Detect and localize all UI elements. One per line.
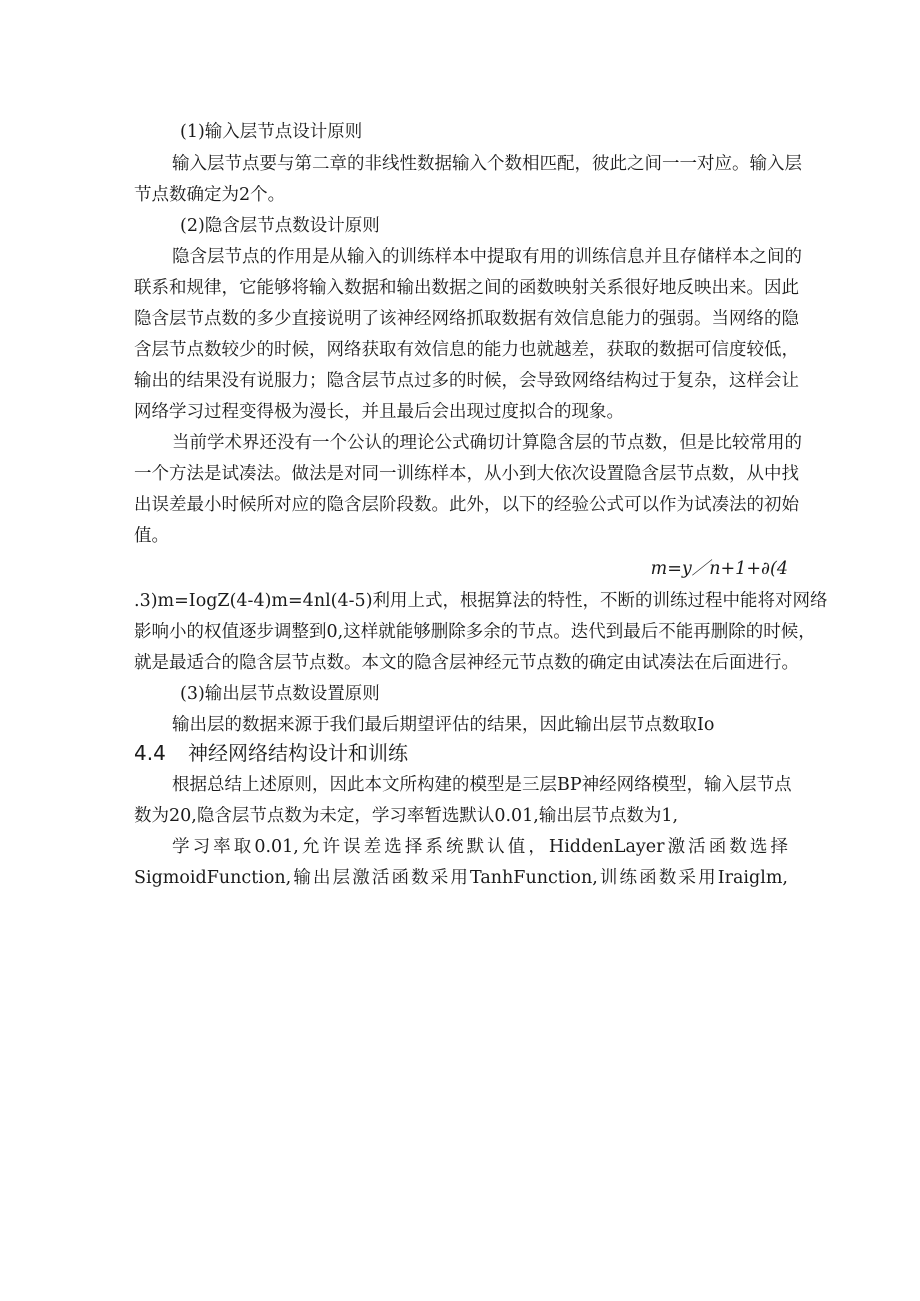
formula-line: m=y／n+1+∂(4 [650,559,788,579]
paragraph-line: 联系和规律，它能够将输入数据和输出数据之间的函数映射关系很好地反映出来。因此 [134,278,799,298]
paragraph-line: 值。 [134,526,169,546]
paragraph-line: 数为20,隐含层节点数为未定，学习率暂选默认0.01,输出层节点数为1, [134,806,679,826]
paragraph-line: 输入层节点要与第二章的非线性数据输入个数相匹配，彼此之间一一对应。输入层 [172,154,802,174]
subsection-output-layer: (3)输出层节点数设置原则 [180,684,380,704]
subsection-hidden-layer: (2)隐含层节点数设计原则 [180,216,380,236]
paragraph-line: 根据总结上述原则，因此本文所构建的模型是三层BP神经网络模型，输入层节点 [172,775,792,795]
paragraph-line: 出误差最小时候所对应的隐含层阶段数。此外，以下的经验公式可以作为试凑法的初始 [134,495,799,515]
paragraph-line: 就是最适合的隐含层节点数。本文的隐含层神经元节点数的确定由试凑法在后面进行。 [134,653,799,673]
section-title: 神经网络结构设计和训练 [188,741,408,765]
subsection-input-layer: (1)输入层节点设计原则 [180,122,363,142]
paragraph-line: 一个方法是试凑法。做法是对同一训练样本，从小到大依次设置隐含层节点数，从中找 [134,464,799,484]
section-heading [134,739,408,767]
paragraph-line: 含层节点数较少的时候，网络获取有效信息的能力也就越差，获取的数据可信度较低， [134,340,799,360]
paragraph-line: 学习率取0.01,允许误差选择系统默认值，HiddenLayer激活函数选择 [172,837,788,857]
paragraph-line: 节点数确定为2个。 [134,185,286,205]
paragraph-line: 隐含层节点的作用是从输入的训练样本中提取有用的训练信息并且存储样本之间的 [172,247,802,267]
paragraph-line: 当前学术界还没有一个公认的理论公式确切计算隐含层的节点数，但是比较常用的 [172,433,802,453]
paragraph-line: 输出层的数据来源于我们最后期望评估的结果，因此输出层节点数取Io [172,715,715,735]
paragraph-line: 输出的结果没有说服力；隐含层节点过多的时候，会导致网络结构过于复杂，这样会让 [134,371,799,391]
section-number: 4.4 [134,741,166,765]
paragraph-line: 隐含层节点数的多少直接说明了该神经网络抓取数据有效信息能力的强弱。当网络的隐 [134,309,799,329]
paragraph-line: 影响小的权值逐步调整到0,这样就能够删除多余的节点。迭代到最后不能再删除的时候， [134,622,816,642]
paragraph-line: 网络学习过程变得极为漫长，并且最后会出现过度拟合的现象。 [134,402,624,422]
formula-paragraph-line: .3)m=IogZ(4-4)m=4nl(4-5)利用上式，根据算法的特性，不断的训练过程中能将对网络 [134,591,828,611]
paragraph-line: SigmoidFunction,输出层激活函数采用TanhFunction,训练函数采用Iraiglm, [134,868,788,888]
